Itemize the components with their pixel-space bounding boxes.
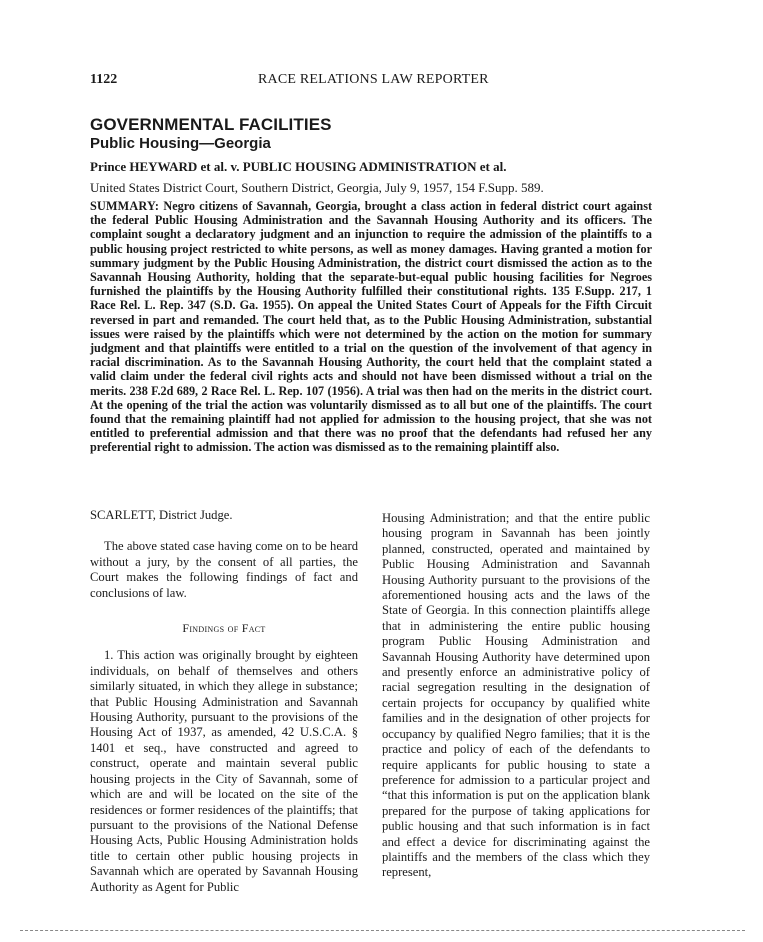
finding-paragraph-1: 1. This action was originally brought by eighteen individuals, on behalf of themselves and others similarly situated, in which they allege in substance; that Public Housing Administration and Savannah Housing Authority, pursuant to the provisions of the Housing Act of 1937, as amended, 42 U.S.C.A. § 1401 et seq., have constructed and agreed to construct, operate and maintain several public housing projects in the City of Savannah, some of which are and will be located on the site of the residences or former residences of the plaintiffs; that pursuant to the provisions of the National Defense Housing Acts, Public Housing Administration holds title to certain other public housing projects in Savannah which are operated by Savannah Housing Authority as Agent for Public xyxy=(90,648,358,894)
section-title: GOVERNMENTAL FACILITIES xyxy=(90,115,332,134)
summary-text: Negro citizens of Savannah, Georgia, brought a class action in federal district court against the federal Public Housing Administration and the Savannah Housing Authority and its officers. The complaint sought a declaratory judgment and an injunction to require the admission of the plaintiffs to a public housing project restricted to white persons, as well as money damages. Having granted a motion for summary judgment by the Public Housing Administration, the district court dismissed the action as to the Savannah Housing Authority, holding that the separate-but-equal public housing facilities for Negroes furnished the plaintiffs by the Housing Authority fulfilled their constitutional rights. 135 F.Supp. 217, 1 Race Rel. L. Rep. 347 (S.D. Ga. 1955). On appeal the United States Court of Appeals for the Fifth Circuit reversed in part and remanded. The court held that, as to the Public Housing Administration, substantial issues were raised by the plaintiffs which were not determined by the action on the motion for summary judgment and that plaintiffs were entitled to a trial on the question of the involvement of that agency in racial discrimination. As to the Savannah Housing Authority, the court held that the complaint stated a valid claim under the federal civil rights acts and should not have been dismissed without a trial on the merits. 238 F.2d 689, 2 Race Rel. L. Rep. 107 (1956). A trial was then had on the merits in the district court. At the opening of the trial the action was voluntarily dismissed as to all but one of the plaintiffs. The court found that the remaining plaintiff had not applied for admission to the housing project, that she was not entitled to preferential admission and that there was no proof that the defendants had refused her any preferential right to admission. The action was dismissed as to the remaining plaintiff also. xyxy=(90,199,653,455)
case-name: Prince HEYWARD et al. v. PUBLIC HOUSING ADMINISTRATION et al. xyxy=(90,159,507,174)
journal-title: RACE RELATIONS LAW REPORTER xyxy=(258,72,489,87)
case-summary xyxy=(90,199,652,455)
finding-paragraph-1-continued: Housing Administration; and that the entire public housing program in Savannah has been jointly planned, constructed, operated and maintained by Public Housing Administration and Savannah Housing Authority pursuant to the provisions of the aforementioned housing acts and the laws of the State of Georgia. In this connection plaintiffs allege that in administering the entire public housing program Public Housing Administration and Savannah Housing Authority have determined upon and presently enforce an administrative policy of racial segregation resulting in the designation of certain projects for occupancy by qualified white families and in the designation of other projects for occupancy by qualified Negro families; that it is the practice and policy of each of the defendants to require applicants for public housing to state a preference for admission to a particular project and “that this information is put on the application blank prepared for the purpose of taking applications for public housing and that such information is in fact and effect a device for discriminating against the plaintiffs and the members of the class which they represent, xyxy=(382,511,650,880)
summary-label: SUMMARY: xyxy=(90,199,160,213)
scan-edge-line xyxy=(20,930,745,931)
section-subtitle: Public Housing—Georgia xyxy=(90,135,271,152)
running-header xyxy=(90,72,650,90)
left-column xyxy=(90,508,358,895)
judge-name: SCARLETT, District Judge. xyxy=(90,508,233,522)
court-citation: United States District Court, Southern District, Georgia, July 9, 1957, 154 F.Supp. 589. xyxy=(90,180,544,195)
intro-paragraph: The above stated case having come on to be heard without a jury, by the consent of all parties, the Court makes the following findings of fact and conclusions of law. xyxy=(90,539,358,600)
page-number: 1122 xyxy=(90,72,118,87)
findings-heading: Findings of Fact xyxy=(182,621,266,636)
right-column xyxy=(382,511,650,881)
